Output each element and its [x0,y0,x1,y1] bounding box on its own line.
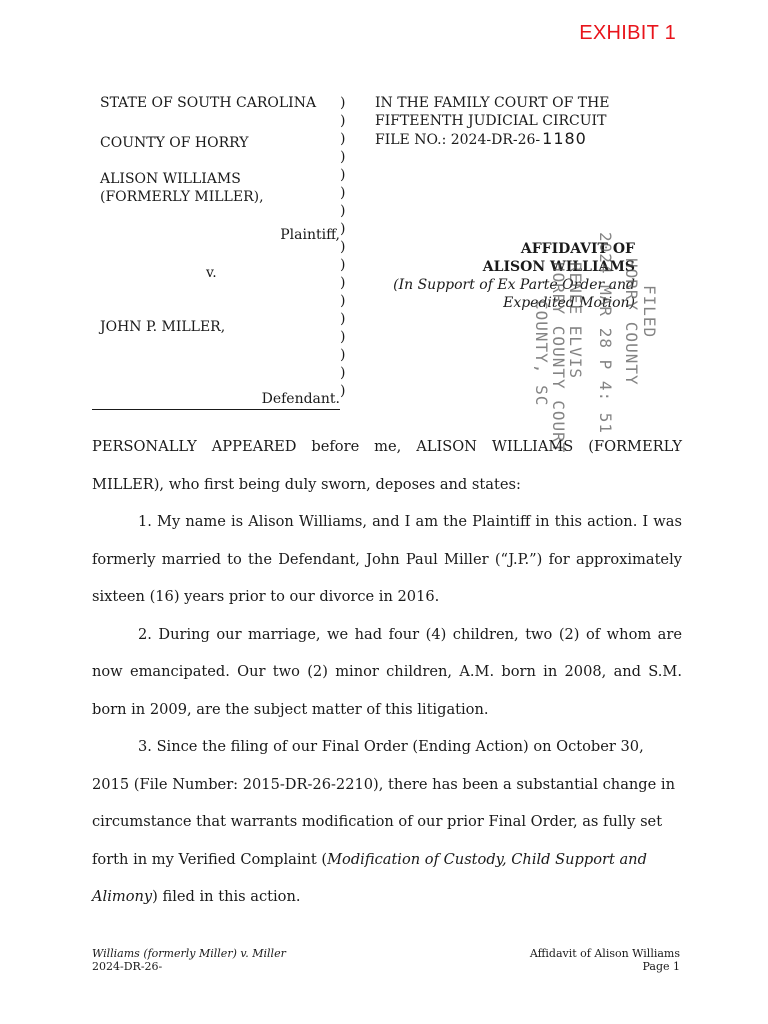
file-number: FILE NO.: 2024-DR-26- 1180 [375,129,587,148]
stamp-clerk-office: HORRY COUNTY COURT [549,262,568,454]
caption-state: STATE OF SOUTH CAROLINA [100,95,317,111]
title-line-2: ALISON WILLIAMS [482,259,635,275]
stamp-clerk-county: COUNTY, SC [532,300,551,407]
versus-label: v. [206,265,217,281]
plaintiff-role: Plaintiff, [280,227,340,243]
footer-doc [530,947,680,973]
stamp-date: 2024 MAR 28 P 4: 51 [596,232,615,435]
title-line-1: AFFIDAVIT OF [520,241,635,257]
handwritten-file-number: 1180 [542,129,587,148]
paragraph-2: 2. During our marriage, we had four (4) children, two (2) of whom are now emancipated. Our two (2) minor children, A.M. born in 2008, and S.M. born in 2009, are the subject matter of this litigation. [92,625,682,718]
plaintiff-name: ALISON WILLIAMS [100,171,241,187]
defendant-role: Defendant. [261,391,340,407]
plaintiff-former-name: (FORMERLY MILLER), [100,189,264,205]
intro-paragraph: PERSONALLY APPEARED before me, ALISON WILLIAMS (FORMERLY MILLER), who first being duly sworn, deposes and states: [92,438,682,493]
exhibit-label: EXHIBIT 1 [579,22,676,44]
stamp-clerk-name: RENEE ELVIS [566,262,585,379]
caption-court [375,94,610,149]
page-number: Page 1 [642,960,680,973]
paragraph-3: 3. Since the filing of our Final Order (Ending Action) on October 30, 2015 (File Number: 2015-DR-26-2210), there has been a substantial change in circumstance that warrants modification of our prior Final Order, as fully set forth in my Verified Complaint (Modification of Custody, Child Support and Alimony) filed in this action. [92,738,675,905]
stamp-county: HORRY COUNTY [622,258,641,386]
paragraph-1: 1. My name is Alison Williams, and I am the Plaintiff in this action. I was formerly married to the Defendant, John Paul Miller (“J.P.”) for approximately sixteen (16) years prior to our divorce in 2016. [92,513,682,605]
footer-case-number: 2024-DR-26- [92,960,163,973]
title-subtitle-2: Expedited Motion) [503,295,635,311]
caption-county: COUNTY OF HORRY [100,135,249,151]
footer-doc-name: Affidavit of Alison Williams [529,947,680,960]
caption-rule [92,409,340,410]
caption-divider: ) ) ) ) ) ) ) ) ) ) ) ) ) ) ) ) ) [340,95,346,399]
court-circuit: FIFTEENTH JUDICIAL CIRCUIT [375,113,607,129]
title-subtitle-1: (In Support of Ex Parte Order and [393,277,635,293]
court-name: IN THE FAMILY COURT OF THE [375,95,610,111]
defendant-name: JOHN P. MILLER, [100,319,226,335]
footer-case-caption: Williams (formerly Miller) v. Miller [92,947,286,960]
stamp-filed: FILED [640,285,659,339]
affidavit-body [92,428,682,916]
footer-case [92,947,286,973]
